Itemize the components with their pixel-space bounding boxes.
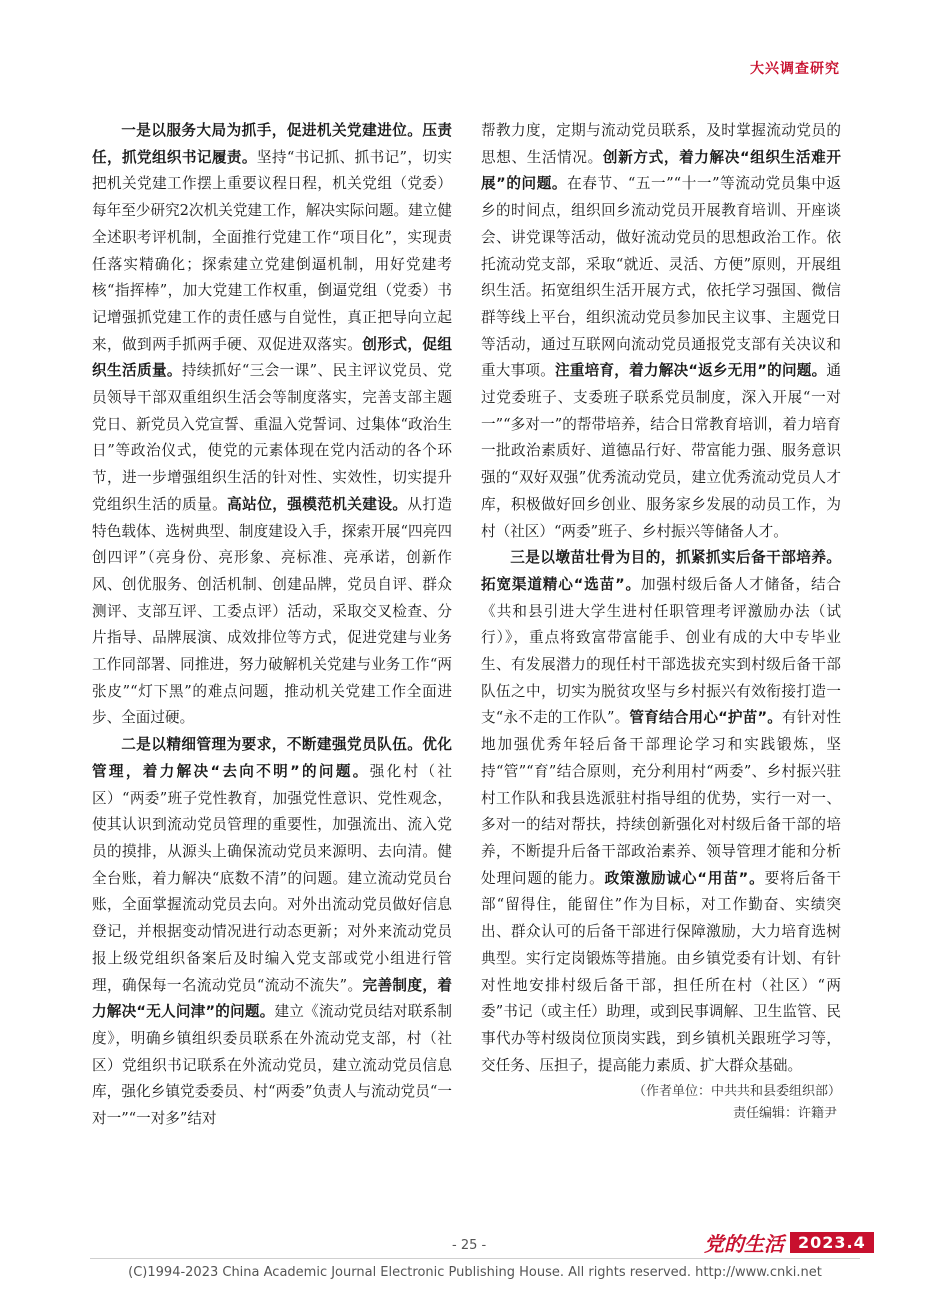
paragraph-heading: 一是以服务大局为抓手，促进机关党建进位。压责任，抓党组织书记履责。 <box>92 122 452 166</box>
paragraph-heading: 高站位，强模范机关建设。 <box>227 495 408 513</box>
author-unit: （作者单位：中共共和县委组织部） <box>632 1084 841 1100</box>
right-column <box>481 118 841 1125</box>
paragraph-text: 持续抓好“三会一课”、民主评议党员、党员领导干部双重组织生活会等制度落实，完善支部主题党日、新党员入党宣誓、重温入党誓词、过集体“政治生日”等政治仪式，使党的元素体现在党内活动的各个环节，进一步增强组织生活的针对性、实效性，切实提升党组织生活的质量。 <box>92 362 452 513</box>
paragraph-text: 坚持“书记抓、抓书记”，切实把机关党建工作摆上重要议程日程，机关党组（党委）每年至少研究2次机关党建工作，解决实际问题。建立健全述职考评机制，全面推行党建工作“项目化”，实现责任落实精确化；探索建立党建倒逼机制，用好党建考核“指挥棒”，加大党建工作权重，倒逼党组（党委）书记增强抓党建工作的责任感与自觉性，真正把导向立起来，做到两手抓两手硬、双促进双落实。 <box>92 148 452 353</box>
paragraph-text: 在春节、“五一”“十一”等流动党员集中返乡的时间点，组织回乡流动党员开展教育培训、开座谈会、讲党课等活动，做好流动党员的思想政治工作。依托流动党支部，采取“就近、灵活、方便”原则，开展组织生活。拓宽组织生活开展方式，依托学习强国、微信群等线上平台，组织流动党员参加民主议事、主题党日等活动，通过互联网向流动党员通报党支部有关决议和重大事项。 <box>481 175 841 380</box>
article-paragraph <box>92 732 452 1133</box>
article-paragraph <box>92 118 452 732</box>
paragraph-text: 强化村（社区）“两委”班子党性教育，加强党性意识、党性观念，使其认识到流动党员管理的重要性，加强流出、流入党员的摸排，从源头上确保流动党员来源明、去向清。健全台账，着力解决“底数不清”的问题。建立流动党员台账，全面掌握流动党员去向。对外出流动党员做好信息登记，并根据变动情况进行动态更新；对外来流动党员报上级党组织备案后及时编入党支部或党小组进行管理，确保每一名流动党员“流动不流失”。 <box>92 762 452 994</box>
paragraph-heading: 创新方式，着力解决“组织生活难开展”的问题。 <box>481 148 841 193</box>
running-header-title: 大兴调查研究 <box>750 61 840 77</box>
paragraph-text: 帮教力度，定期与流动党员联系，及时掌握流动党员的思想、生活情况。 <box>481 122 841 166</box>
paragraph-text: 加强村级后备人才储备，结合《共和县引进大学生进村任职管理考评激励办法（试行）》，重点将致富带富能手、创业有成的大中专毕业生、有发展潜力的现任村干部选拔充实到村级后备干部队伍之中，切实为脱贫攻坚与乡村振兴有效衔接打造一支“永不走的工作队”。 <box>481 575 841 727</box>
article-paragraph <box>481 545 841 1079</box>
footer-divider <box>90 1258 860 1259</box>
paragraph-text: 要将后备干部“留得住，能留住”作为目标，对工作勤奋、实绩突出、群众认可的后备干部进行保障激励，大力培育选树典型。实行定岗锻炼等措施。由乡镇党委有计划、有针对性地安排村级后备干部，担任所在村（社区）“两委”书记（或主任）助理，或到民事调解、卫生监管、民事代办等村级岗位顶岗实践，到乡镇机关跟班学习等，交任务、压担子，提高能力素质、扩大群众基础。 <box>481 869 841 1074</box>
article-paragraph <box>481 118 841 545</box>
paragraph-heading: 完善制度，着力解决“无人问津”的问题。 <box>92 976 452 1021</box>
paragraph-text: 从打造特色载体、选树典型、制度建设入手，探索开展“四亮四创四评”（亮身份、亮形象、亮标准、亮承诺，创新作风、创优服务、创活机制、创建品牌，党员自评、群众测评、支部互评、工委点评）活动，采取交叉检查、分片指导、品牌展演、成效排位等方式，促进党建与业务工作同部署、同推进，努力破解机关党建与业务工作“两张皮”“灯下黑”的难点问题，推动机关党建工作全面进步、全面过硬。 <box>92 495 452 727</box>
page-number: - 25 - <box>452 1238 487 1253</box>
paragraph-heading: 注重培育，着力解决“返乡无用”的问题。 <box>555 362 827 380</box>
paragraph-text: 通过党委班子、支委班子联系党员制度，深入开展“一对一”“多对一”的帮带培养，结合日常教育培训，着力培育一批政治素质好、道德品行好、带富能力强、服务意识强的“双好双强”优秀流动党员，建立优秀流动党员人才库，积极做好回乡创业、服务家乡发展的动员工作，为村（社区）“两委”班子、乡村振兴等储备人才。 <box>481 362 841 540</box>
paragraph-text: 有针对性地加强优秀年轻后备干部理论学习和实践锻炼，坚持“管”“育”结合原则，充分利用村“两委”、乡村振兴驻村工作队和我县选派驻村指导组的优势，实行一对一、多对一的结对帮扶，持续创新强化对村级后备干部的培养，不断提升后备干部政治素养、领导管理才能和分析处理问题的能力。 <box>481 709 841 887</box>
paragraph-heading: 政策激励诚心“用苗”。 <box>604 869 765 887</box>
copyright-notice: (C)1994-2023 China Academic Journal Electronic Publishing House. All rights reserved. http://www.cnki.net <box>128 1265 822 1280</box>
magazine-brand <box>704 1228 874 1257</box>
issue-badge: 2023.4 <box>790 1232 874 1253</box>
responsible-editor: 责任编辑：许籍尹 <box>732 1106 837 1122</box>
paragraph-heading: 管育结合用心“护苗”。 <box>629 709 783 727</box>
paragraph-heading: 创形式，促组织生活质量。 <box>92 335 452 380</box>
magazine-logo: 党的生活 <box>704 1232 784 1256</box>
paragraph-heading: 三是以墩苗壮骨为目的，抓紧抓实后备干部培养。拓宽渠道精心“选苗”。 <box>481 549 841 593</box>
paragraph-text: 建立《流动党员结对联系制度》，明确乡镇组织委员联系在外流动党支部，村（社区）党组织书记联系在外流动党员，建立流动党员信息库，强化乡镇党委委员、村“两委”负责人与流动党员“一对一”“一对多”结对 <box>92 1003 452 1128</box>
byline <box>481 1081 841 1125</box>
paragraph-heading: 二是以精细管理为要求，不断建强党员队伍。优化管理，着力解决“去向不明”的问题。 <box>92 736 452 780</box>
left-column <box>92 118 452 1133</box>
